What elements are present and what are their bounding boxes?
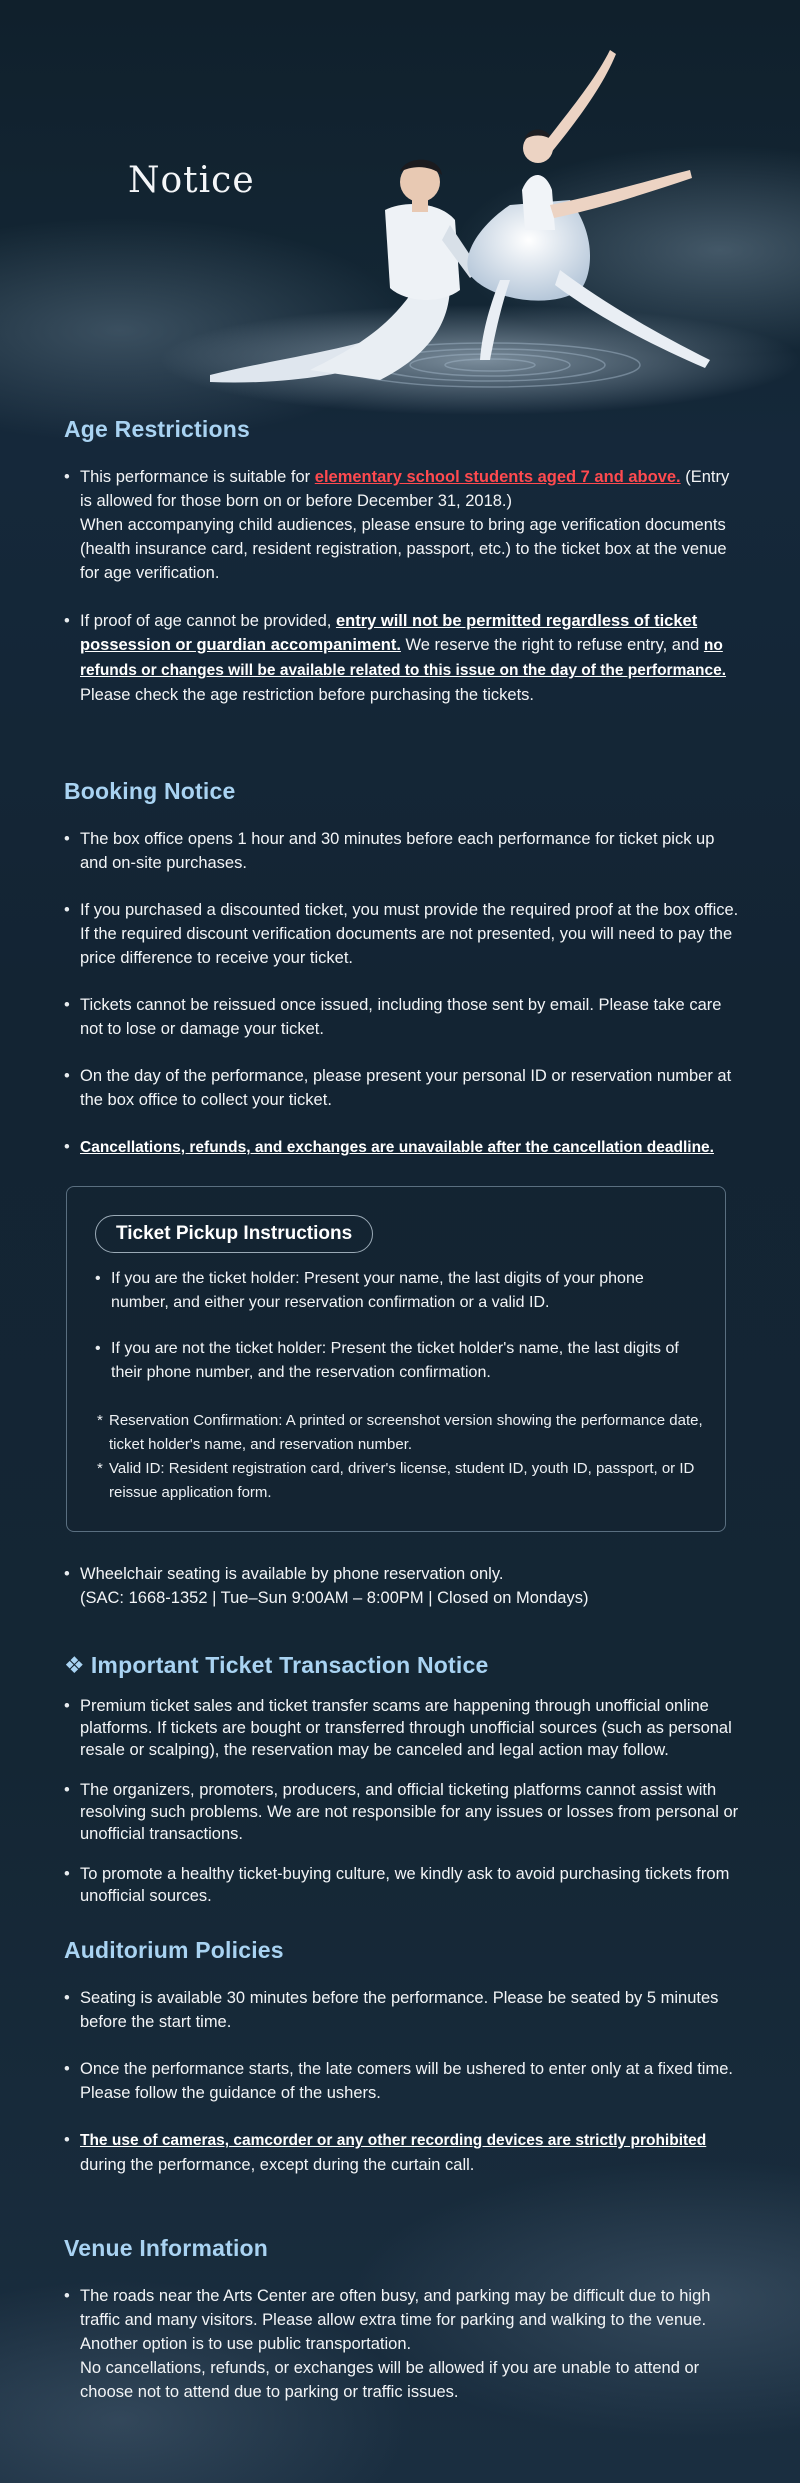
list-item: • Seating is available 30 minutes before the performance. Please be seated by 5 minutes before the start time. [64,1986,744,2034]
list-item: • Tickets cannot be reissued once issued, including those sent by email. Please take care not to lose or damage your ticket. [64,993,744,1041]
list-item: • If you purchased a discounted ticket, you must provide the required proof at the box office. If the required discount verification documents are not presented, you will need to pay the price difference to receive your ticket. [64,898,744,970]
check-age-text: Please check the age restriction before purchasing the tickets. [80,686,534,704]
recording-prohibited-notice: The use of cameras, camcorder or any other recording devices are strictly prohibited [80,2132,707,2149]
ballet-dancers-illustration [150,30,800,420]
auditorium-policies-section [64,1937,744,2177]
reservation-confirmation-note: * Reservation Confirmation: A printed or screenshot version showing the performance date, ticket holder's name, and reservation number. [97,1409,707,1457]
age-restrictions-section [64,416,744,707]
list-item: • On the day of the performance, please present your personal ID or reservation number at the box office to collect your ticket. [64,1064,744,1112]
age-entry-text: (Entry is allowed for those born on or before December 31, 2018.) [80,468,730,510]
list-item: • If you are not the ticket holder: Present the ticket holder's name, the last digits of their phone number, and the reservation confirmation. [95,1337,705,1385]
diamond-icon: ❖ [64,1652,85,1678]
cancellation-notice: Cancellations, refunds, and exchanges are unavailable after the cancellation deadline. [80,1139,714,1156]
transaction-notice-section [64,1652,754,1907]
ticket-pickup-box [66,1186,726,1532]
refuse-text: We reserve the right to refuse entry, and [400,636,704,654]
booking-notice-list [64,827,744,1160]
valid-id-note: * Valid ID: Resident registration card, driver's license, student ID, youth ID, passport, or ID reissue application form. [97,1457,707,1505]
list-item [64,465,744,585]
wheelchair-contact: (SAC: 1668-1352 | Tue–Sun 9:00AM – 8:00PM | Closed on Mondays) [80,1589,589,1607]
entry-denied-notice: entry will not be permitted regardless of ticket possession or guardian accompaniment. [80,612,698,654]
wheelchair-text: • Wheelchair seating is available by phone reservation only. [80,1565,504,1583]
list-item: • The box office opens 1 hour and 30 minutes before each performance for ticket pick up and on-site purchases. [64,827,744,875]
list-item: • Premium ticket sales and ticket transfer scams are happening through unofficial online platforms. If tickets are bought or transferred through unofficial sources (such as personal resale or scalping), the reservation may be canceled and legal action may follow. [64,1695,754,1761]
list-item: • The organizers, promoters, producers, and official ticketing platforms cannot assist with resolving such problems. We are not responsible for any issues or losses from personal or unofficial transactions. [64,1779,754,1845]
no-refund-parking-text: No cancellations, refunds, or exchanges will be allowed if you are unable to attend or choose not to attend due to parking or traffic issues. [80,2359,700,2401]
transaction-notice-list [64,1695,754,1907]
list-item [64,2128,744,2177]
auditorium-policies-heading: Auditorium Policies [64,1937,284,1963]
no-refund-notice: no refunds or changes will be available related to this issue on the day of the performance. [80,637,726,679]
list-item: • To promote a healthy ticket-buying culture, we kindly ask to avoid purchasing tickets from unofficial sources. [64,1863,754,1907]
proof-text: If proof of age cannot be provided, [80,612,336,630]
list-item [64,1135,744,1160]
list-item [64,1562,744,1610]
curtain-call-text: during the performance, except during the curtain call. [80,2156,475,2174]
ticket-pickup-notes [97,1409,707,1505]
parking-text: • The roads near the Arts Center are often busy, and parking may be difficult due to high traffic and many visitors. Please allow extra time for parking and walking to the venue. Another option is to use public transportation. [80,2287,711,2353]
auditorium-policies-list [64,1986,744,2177]
age-restrictions-list [64,465,744,707]
list-item: • Once the performance starts, the late comers will be ushered to enter only at a fixed time. Please follow the guidance of the ushers. [64,2057,744,2105]
list-item [64,2284,744,2404]
wheelchair-section [64,1562,744,1610]
venue-information-heading: Venue Information [64,2235,269,2261]
venue-information-section [64,2235,744,2404]
age-text: This performance is suitable for [80,468,315,486]
age-restrictions-heading: Age Restrictions [64,416,250,442]
hero-title: Notice [128,160,255,201]
transaction-heading-text: Important Ticket Transaction Notice [90,1652,489,1678]
ticket-pickup-list [95,1267,705,1385]
hero-banner [0,0,800,420]
age-verification-text: When accompanying child audiences, please ensure to bring age verification documents (health insurance card, resident registration, passport, etc.) to the ticket box at the venue for age verification. [80,516,727,582]
age-highlight: elementary school students aged 7 and above. [314,468,681,486]
booking-notice-heading: Booking Notice [64,778,236,804]
ticket-pickup-title: Ticket Pickup Instructions [95,1215,373,1253]
transaction-notice-heading [64,1652,754,1679]
venue-information-list [64,2284,744,2404]
list-item: • If you are the ticket holder: Present your name, the last digits of your phone number, and either your reservation confirmation or a valid ID. [95,1267,705,1315]
list-item [64,609,744,707]
booking-notice-section [64,778,744,1160]
